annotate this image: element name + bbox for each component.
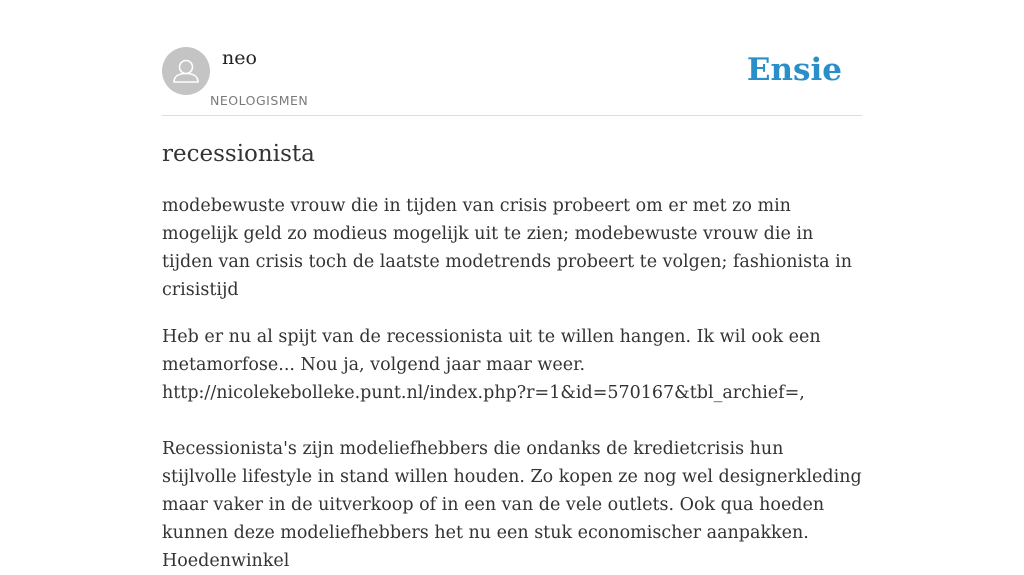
- user-silhouette-icon: [162, 47, 210, 95]
- header: [162, 0, 862, 116]
- ensie-logo[interactable]: Ensie: [746, 52, 842, 88]
- entry-content: [162, 138, 862, 575]
- category-link[interactable]: NEOLOGISMEN: [210, 93, 309, 108]
- avatar[interactable]: [162, 47, 210, 95]
- entry-term: recessionista: [162, 141, 315, 167]
- entry-definition: modebewuste vrouw die in tijden van crisis probeert om er met zo min mogelijk geld zo modieus mogelijk uit te zien; modebewuste vrouw die in tijden van crisis toch de laatste modetrends probeert te volgen; fashionista in crisistijd: [162, 196, 852, 300]
- entry-example: Heb er nu al spijt van de recessionista uit te willen hangen. Ik wil ook een metamorfose... Nou ja, volgend jaar maar weer. http://nicolekebolleke.punt.nl/index.php?r=1&id=570167&tbl_archief=, Recessionista's zijn modeliefhebbers die ondanks de kredietcrisis hun stijlvolle lifestyle in stand willen houden. Zo kopen ze nog wel designerkleding maar vaker in de uitverkoop of in een van de vele outlets. Ook qua hoeden kunnen deze modeliefhebbers het nu een stuk economischer aanpakken. Hoedenwinkel: [162, 327, 862, 571]
- username-link[interactable]: neo: [222, 47, 257, 69]
